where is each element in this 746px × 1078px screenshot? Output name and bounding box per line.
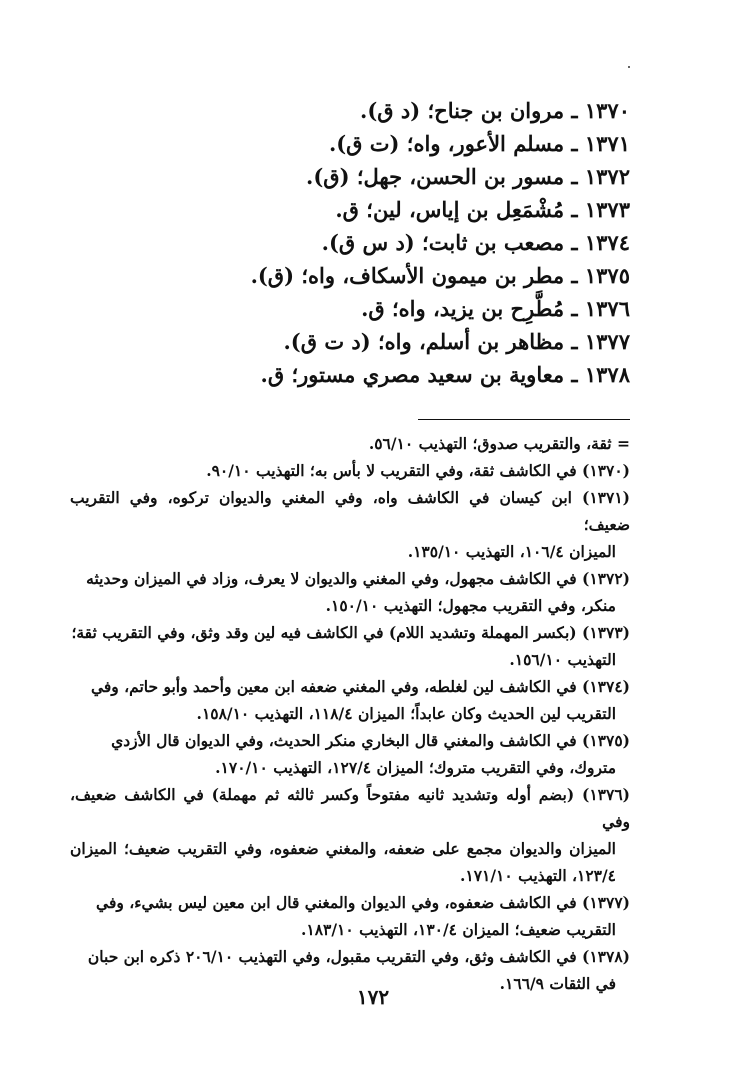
- entry-1370: ١٣٧٠ ـ مروان بن جناح؛ (د ق).: [360, 98, 630, 123]
- entry-1376: ١٣٧٦ ـ مُطَّرِح بن يزيد، واه؛ ق.: [361, 296, 630, 321]
- footnote-1374: [70, 673, 630, 727]
- footnote-1372: [70, 565, 630, 619]
- footnote-line: (١٣٧١) ابن كيسان في الكاشف واه، وفي المغني والديوان تركوه، وفي التقريب ضعيف؛: [70, 488, 630, 534]
- footnote-line: (١٣٧٣) (بكسر المهملة وتشديد اللام) في الكاشف فيه لين وقد وثق، وفي التقريب ثقة؛: [71, 623, 630, 642]
- footnotes: [70, 430, 630, 997]
- footnote-line: (١٣٧٠) في الكاشف ثقة، وفي التقريب لا بأس به؛ التهذيب ٩٠/١٠.: [206, 461, 630, 480]
- page-number: ١٧٢: [356, 985, 390, 1009]
- footnote-line: (١٣٧٨) في الكاشف وثق، وفي التقريب مقبول، وفي التهذيب ٢٠٦/١٠ ذكره ابن حبان: [87, 947, 630, 966]
- footnote-continuation: في الثقات ١٦٦/٩.: [499, 974, 616, 993]
- footnote-continuation: منكر، وفي التقريب مجهول؛ التهذيب ١٥٠/١٠.: [325, 596, 616, 615]
- footnote-line: (١٣٧٧) في الكاشف ضعفوه، وفي الديوان والمغني قال ابن معين ليس بشيء، وفي: [96, 893, 630, 912]
- footnote-line: = ثقة، والتقريب صدوق؛ التهذيب ٥٦/١٠.: [368, 434, 630, 453]
- footnote-continuation: متروك، وفي التقريب متروك؛ الميزان ١٢٧/٤، التهذيب ١٧٠/١٠.: [215, 758, 616, 777]
- footnote-line: (١٣٧٦) (بضم أوله وتشديد ثانيه مفتوحاً وكسر ثالثه ثم مهملة) في الكاشف ضعيف، وفي: [70, 785, 630, 831]
- footnote-continuation: التقريب لين الحديث وكان عابداً؛ الميزان ١١٨/٤، التهذيب ١٥٨/١٠.: [196, 704, 616, 723]
- footnote-line: (١٣٧٤) في الكاشف لين لغلطه، وفي المغني ضعفه ابن معين وأحمد وأبو حاتم، وفي: [90, 677, 630, 696]
- entry-list: [110, 94, 630, 391]
- ink-speck: [628, 66, 630, 68]
- footnote-continuation: التهذيب ١٥٦/١٠.: [509, 650, 616, 669]
- footnote-1377: [70, 889, 630, 943]
- footnote-1371: [70, 484, 630, 565]
- footnote-1375: [70, 727, 630, 781]
- entry-1374: ١٣٧٤ ـ مصعب بن ثابت؛ (د س ق).: [321, 230, 630, 255]
- footnote-1370: [70, 457, 630, 484]
- entry-1371: ١٣٧١ ـ مسلم الأعور، واه؛ (ت ق).: [328, 131, 630, 156]
- entry-1378: ١٣٧٨ ـ معاوية بن سعيد مصري مستور؛ ق.: [260, 362, 630, 387]
- footnote-continuation: التقريب ضعيف؛ الميزان ١٣٠/٤، التهذيب ١٨٣/١٠.: [300, 920, 616, 939]
- footnote-1376: [70, 781, 630, 889]
- footnote-separator: [418, 419, 630, 420]
- entry-1372: ١٣٧٢ ـ مسور بن الحسن، جهل؛ (ق).: [306, 164, 630, 189]
- footnote-continued: [70, 430, 630, 457]
- entry-1373: ١٣٧٣ ـ مُشْمَعِل بن إياس، لين؛ ق.: [335, 197, 630, 222]
- footnote-continuation: الميزان والديوان مجمع على ضعفه، والمغني ضعفوه، وفي التقريب ضعيف؛ الميزان ١٢٣/٤، التهذيب ١٧١/١٠.: [70, 839, 616, 885]
- footnote-line: (١٣٧٢) في الكاشف مجهول، وفي المغني والديوان لا يعرف، وزاد في الميزان وحديثه: [86, 569, 630, 588]
- entry-1375: ١٣٧٥ ـ مطر بن ميمون الأسكاف، واه؛ (ق).: [250, 263, 630, 288]
- entry-1377: ١٣٧٧ ـ مظاهر بن أسلم، واه؛ (د ت ق).: [283, 329, 630, 354]
- footnote-line: (١٣٧٥) في الكاشف والمغني قال البخاري منكر الحديث، وفي الديوان قال الأزدي: [111, 731, 630, 750]
- footnote-1373: [70, 619, 630, 673]
- footnote-continuation: الميزان ١٠٦/٤، التهذيب ١٣٥/١٠.: [407, 542, 616, 561]
